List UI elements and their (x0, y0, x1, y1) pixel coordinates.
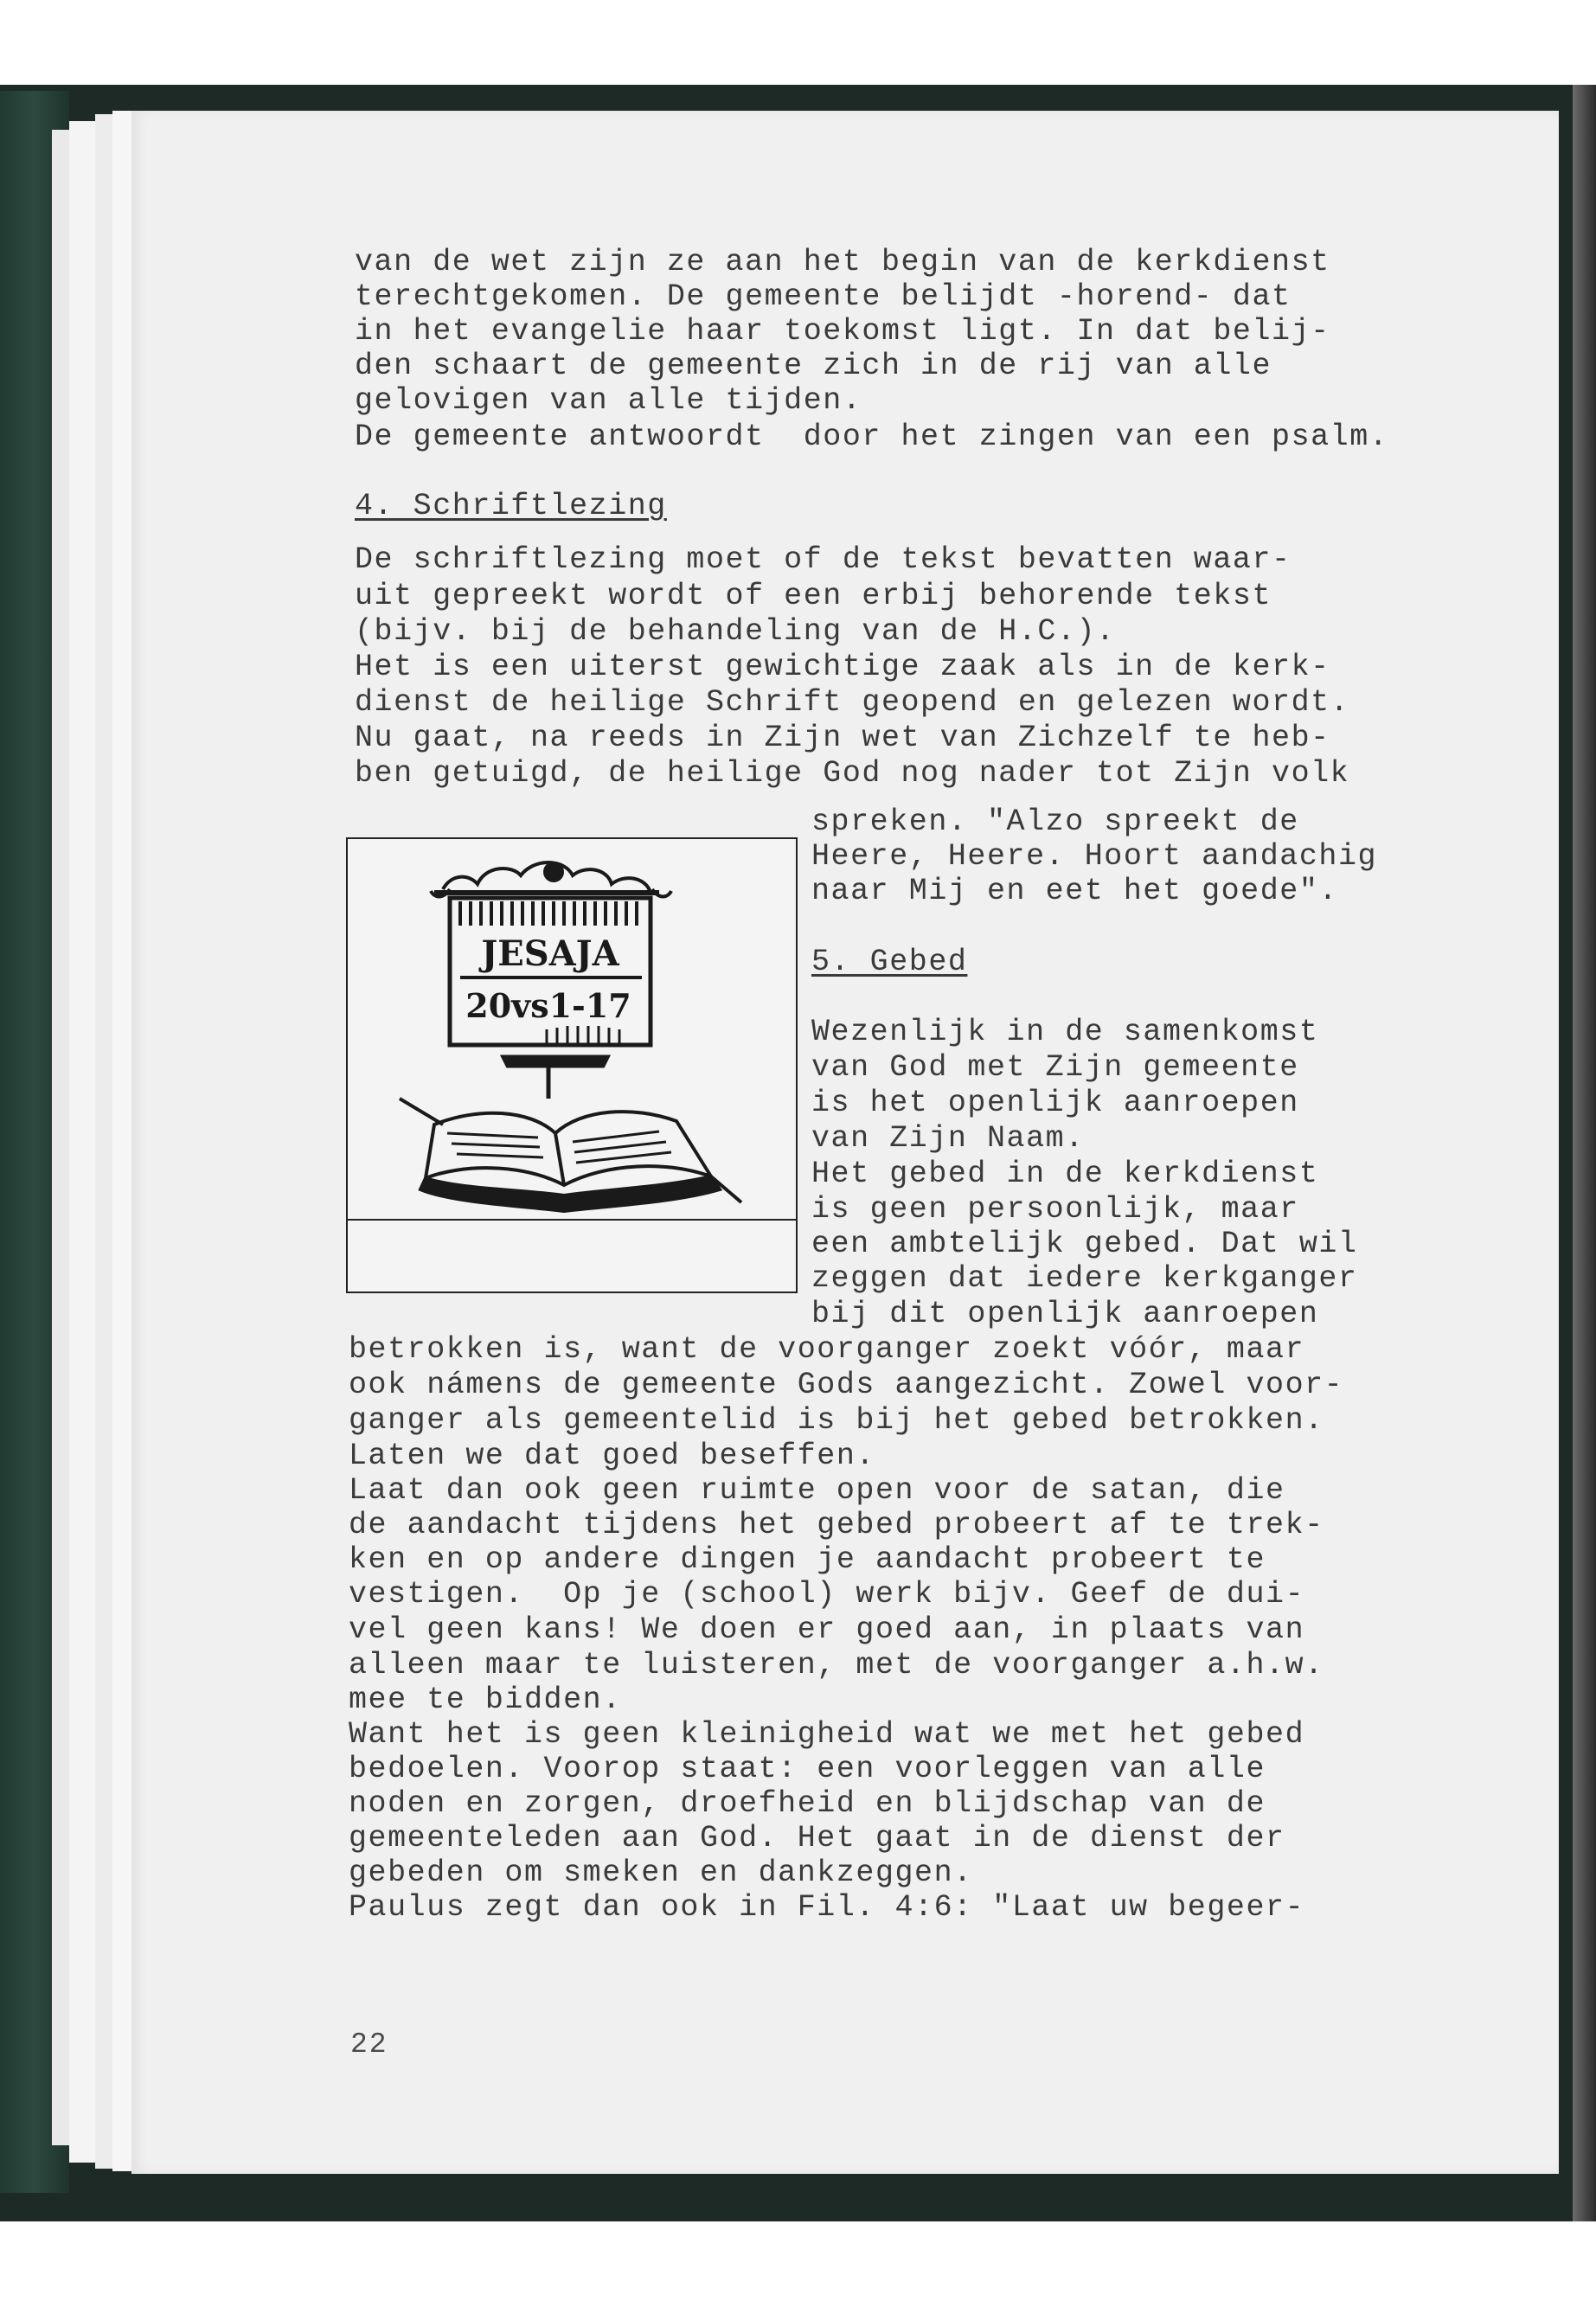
text-line: uit gepreekt wordt of een erbij behorende tekst (355, 579, 1272, 613)
text-line: mee te bidden. (349, 1682, 622, 1717)
text-line: terechtgekomen. De gemeente belijdt -horend- dat (355, 279, 1292, 314)
text-line: Want het is geen kleinigheid wat we met het gebed (349, 1717, 1305, 1752)
section-heading-gebed: 5. Gebed (811, 945, 968, 979)
section-heading-schriftlezing: 4. Schriftlezing (355, 489, 667, 523)
text-line: van God met Zijn gemeente (811, 1050, 1299, 1085)
book-right-edge (1573, 85, 1596, 2221)
sign-line-verses: 20vs1-17 (465, 986, 631, 1025)
text-line: gelovigen van alle tijden. (355, 383, 862, 418)
text-line: naar Mij en eet het goede". (811, 874, 1338, 908)
text-line: Heere, Heere. Hoort aandachig (811, 839, 1378, 874)
text-line: van Zijn Naam. (811, 1121, 1085, 1156)
text-line: in het evangelie haar toekomst ligt. In dat belij- (355, 314, 1330, 349)
text-line: den schaart de gemeente zich in de rij van alle (355, 349, 1272, 383)
text-line: van de wet zijn ze aan het begin van de kerkdienst (355, 245, 1330, 279)
text-line: alleen maar te luisteren, met de voorganger a.h.w. (349, 1648, 1324, 1682)
text-line: noden en zorgen, droefheid en blijdschap van de (349, 1786, 1266, 1821)
text-line: Laat dan ook geen ruimte open voor de satan, die (349, 1473, 1285, 1508)
text-line: ben getuigd, de heilige God nog nader tot Zijn volk (355, 756, 1350, 791)
text-line: een ambtelijk gebed. Dat wil (811, 1227, 1358, 1261)
ornament-crest (431, 862, 671, 897)
text-line: bedoelen. Voorop staat: een voorleggen van alle (349, 1752, 1266, 1786)
sign-line-jesaja: JESAJA (481, 933, 619, 974)
text-line: vel geen kans! We doen er goed aan, in plaats van (349, 1612, 1305, 1647)
text-line: de aandacht tijdens het gebed probeert af te trek- (349, 1508, 1324, 1542)
text-line: Laten we dat goed beseffen. (349, 1439, 875, 1473)
text-line: Het gebed in de kerkdienst (811, 1157, 1319, 1191)
text-line: gebeden om smeken en dankzeggen. (349, 1856, 973, 1890)
bible-illustration (348, 839, 794, 1220)
text-line: dienst de heilige Schrift geopend en gelezen wordt. (355, 685, 1350, 720)
text-line: De gemeente antwoordt door het zingen van een psalm. (355, 420, 1389, 454)
text-line: (bijv. bij de behandeling van de H.C.). (355, 614, 1116, 649)
text-line: Paulus zegt dan ook in Fil. 4:6: "Laat uw begeer- (349, 1890, 1305, 1925)
text-line: spreken. "Alzo spreekt de (811, 804, 1299, 839)
text-line: zeggen dat iedere kerkganger (811, 1261, 1358, 1296)
text-line: bij dit openlijk aanroepen (811, 1297, 1319, 1331)
text-line: is geen persoonlijk, maar (811, 1192, 1299, 1227)
text-line: Het is een uiterst gewichtige zaak als in de kerk- (355, 650, 1330, 684)
text-line: gemeenteleden aan God. Het gaat in de dienst der (349, 1821, 1285, 1856)
open-bible (400, 1099, 741, 1211)
text-line: betrokken is, want de voorganger zoekt vóór, maar (349, 1332, 1305, 1367)
text-line: is het openlijk aanroepen (811, 1086, 1299, 1120)
page-number: 22 (350, 2029, 388, 2061)
text-line: ganger als gemeentelid is bij het gebed betrokken. (349, 1403, 1324, 1438)
text-line: Nu gaat, na reeds in Zijn wet van Zichzelf te heb- (355, 721, 1330, 755)
text-line: ken en op andere dingen je aandacht probeert te (349, 1542, 1266, 1577)
text-line: Wezenlijk in de samenkomst (811, 1015, 1319, 1049)
text-line: vestigen. Op je (school) werk bijv. Geef de dui- (349, 1577, 1305, 1612)
text-line: De schriftlezing moet of de tekst bevatten waar- (355, 542, 1292, 577)
text-line: ook námens de gemeente Gods aangezicht. Zowel voor- (349, 1368, 1344, 1402)
lectern-stand (503, 1057, 607, 1099)
